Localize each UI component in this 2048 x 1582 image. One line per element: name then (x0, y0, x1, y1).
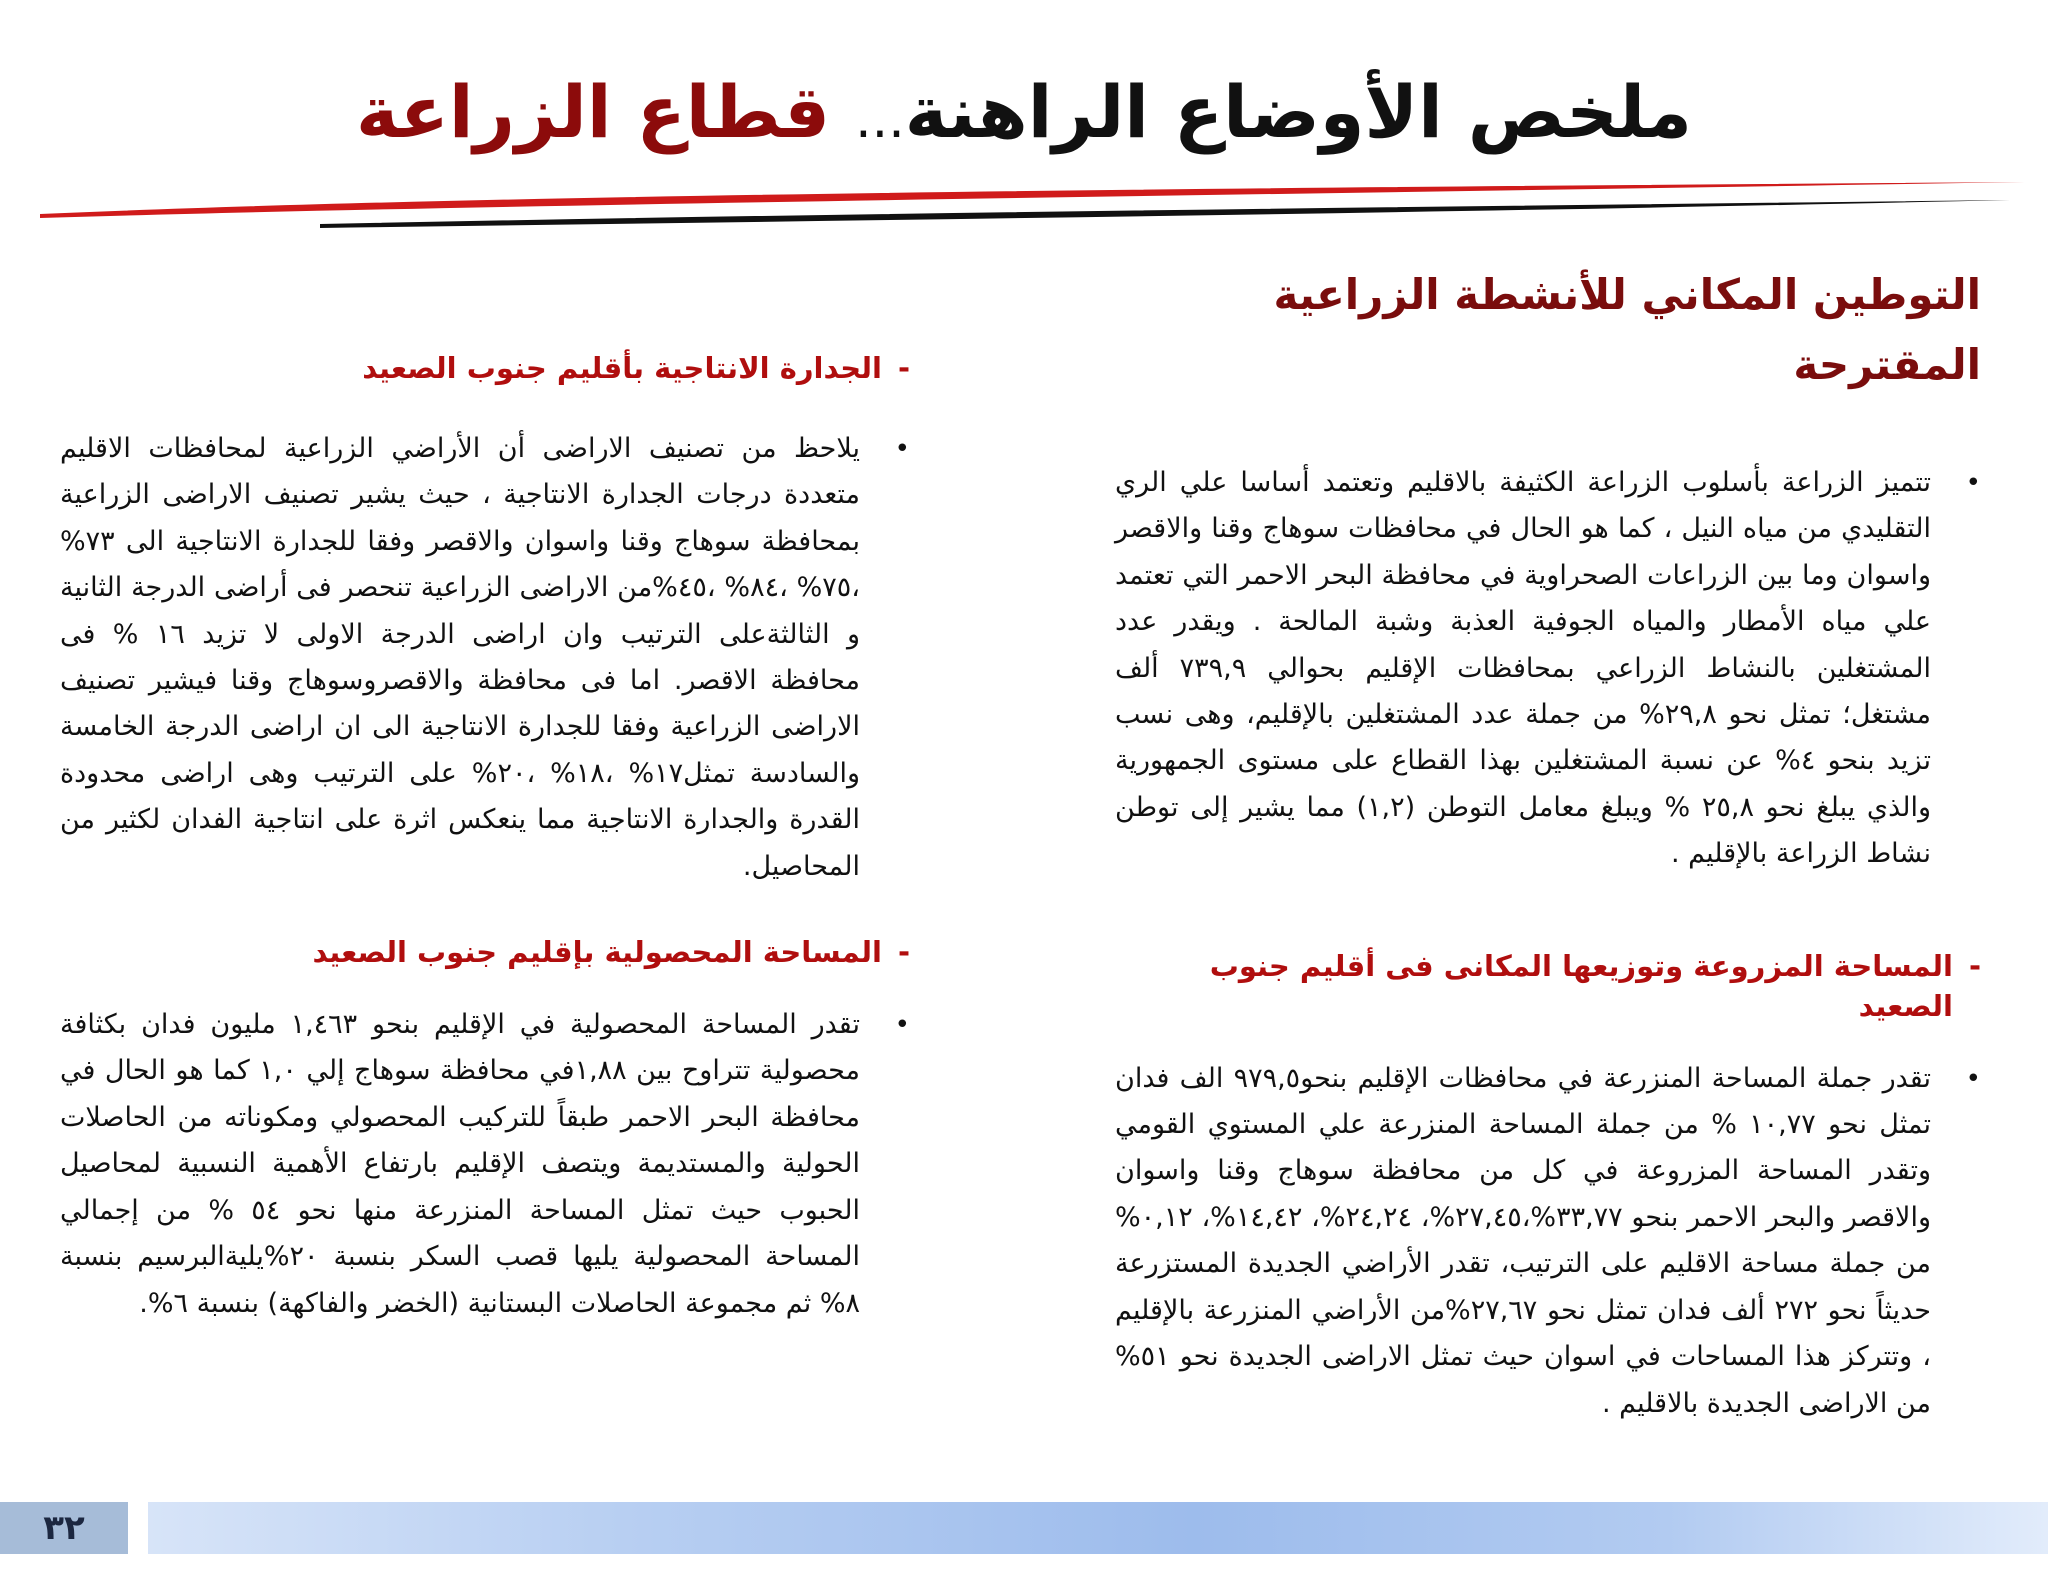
paragraph-crop-area (60, 1002, 910, 1327)
subheading-text: المساحة المحصولية بإقليم جنوب الصعيد (312, 935, 882, 970)
bullet-icon: • (1965, 468, 1981, 498)
paragraph-text: يلاحظ من تصنيف الاراضى أن الأراضي الزراعية لمحافظات الاقليم متعددة درجات الجدارة الانتاجية ، حيث يشير تصنيف الاراضى الزراعية بمحافظة سوهاج وقنا واسوان والاقصر وفقا للجدارة الانتاجية الى ٧٣% ،٧٥% ،٨٤% ،٤٥%من الاراضى الزراعية تنحصر فى أراضى الدرجة الثانية و الثالثةعلى الترتيب وان اراضى الدرجة الاولى لا تزيد ١٦ % فى محافظة الاقصر. اما فى محافظة والاقصروسوهاج وقنا فيشير تصنيف الاراضى الزراعية وفقا للجدارة الانتاجية الى ان اراضى الدرجة الخامسة والسادسة تمثل١٧% ،١٨% ،٢٠% على الترتيب وهى اراضى محدودة القدرة والجدارة الانتاجية مما ينعكس اثرة على انتاجية الفدان لكثير من المحاصيل. (60, 433, 861, 882)
title-swoosh-divider (0, 172, 2048, 232)
section-heading-spatial-localization: التوطين المكاني للأنشطة الزراعية المقترحة (1273, 270, 1981, 389)
subheading-crop-area (60, 932, 910, 972)
left-column (60, 348, 910, 1327)
bullet-icon: • (1965, 1063, 1981, 1094)
paragraph-text: تتميز الزراعة بأسلوب الزراعة الكثيفة بالاقليم وتعتمد أساسا علي الري التقليدي من مياه النيل ، كما هو الحال في محافظات سوهاج وقنا والاقصر واسوان وما بين الزراعات الصحراوية في محافظة البحر الاحمر التي تعتمد علي مياه الأمطار والمياه الجوفية العذبة وشبة المالحة . ويقدر عدد المشتغلين بالنشاط الزراعي بمحافظات الإقليم بحوالي ٧٣٩,٩ ألف مشتغل؛ تمثل نحو ٢٩,٨% من جملة عدد المشتغلين بالإقليم، وهى نسب تزيد بنحو ٤% عن نسبة المشتغلين بهذا القطاع على مستوى الجمهورية والذي يبلغ نحو ٢٥,٨ % ويبلغ معامل التوطن (١,٢) مما يشير إلى توطن نشاط الزراعة بالإقليم . (1115, 467, 1932, 870)
paragraph-text: تقدر جملة المساحة المنزرعة في محافظات الإقليم بنحو٩٧٩,٥ الف فدان تمثل نحو ١٠,٧٧ % من جملة المساحة المنزرعة علي المستوي القومي وتقدر المساحة المزروعة في كل من محافظة سوهاج وقنا واسوان والاقصر والبحر الاحمر بنحو ٣٣,٧٧%،٢٧,٤٥%، ٢٤,٢٤%، ١٤,٤٢%، ٠,١٢% من جملة مساحة الاقليم على الترتيب، تقدر الأراضي الجديدة المستزرعة حديثاً نحو ٢٧٢ ألف فدان تمثل نحو ٢٧,٦٧%من الأراضي المنزرعة بالإقليم ، وتتركز هذا المساحات في اسوان حيث تمثل الاراضى الجديدة نحو ٥١% من الاراضى الجديدة بالاقليم . (1115, 1062, 1931, 1419)
paragraph-cultivated-area (1115, 1056, 1981, 1427)
title-part-main: ملخص الأوضاع الراهنة (904, 70, 1692, 154)
right-column (1115, 260, 1981, 1427)
title-part-sector: قطاع الزراعة (356, 70, 831, 154)
subheading-text: المساحة المزروعة وتوزيعها المكانى فى أقليم جنوب الصعيد (1209, 948, 1953, 1023)
paragraph-text: تقدر المساحة المحصولية في الإقليم بنحو ١,٤٦٣ مليون فدان بكثافة محصولية تتراوح بين ١,٨٨في محافظة سوهاج إلي ١,٠ كما هو الحال في محافظة البحر الاحمر طبقاً للتركيب المحصولي ومكوناته من الحاصلات الحولية والمستديمة ويتصف الإقليم بارتفاع الأهمية النسبية لمحاصيل الحبوب حيث تمثل المساحة المنزرعة منها نحو ٥٤ % من إجمالي المساحة المحصولية يليها قصب السكر بنسبة ٢٠%يليةالبرسيم بنسبة ٨% ثم مجموعة الحاصلات البستانية (الخضر والفاكهة) بنسبة ٦%. (60, 1009, 861, 1319)
dash-icon: - (1968, 948, 1981, 983)
paragraph-agriculture-overview (1115, 460, 1981, 878)
dash-icon: - (897, 935, 910, 970)
page-number: ٣٢ (0, 1502, 128, 1554)
subheading-cultivated-area (1115, 946, 1981, 1026)
bullet-icon: • (894, 1010, 910, 1041)
bullet-icon: • (894, 434, 910, 464)
paragraph-productive-merit (60, 426, 910, 890)
dash-icon: - (897, 351, 910, 385)
page-title (0, 62, 2048, 170)
subheading-text: الجدارة الانتاجية بأقليم جنوب الصعيد (362, 351, 882, 385)
title-ellipsis: ... (855, 90, 905, 150)
footer-gradient-bar (148, 1502, 2048, 1554)
subheading-productive-merit (60, 348, 910, 388)
